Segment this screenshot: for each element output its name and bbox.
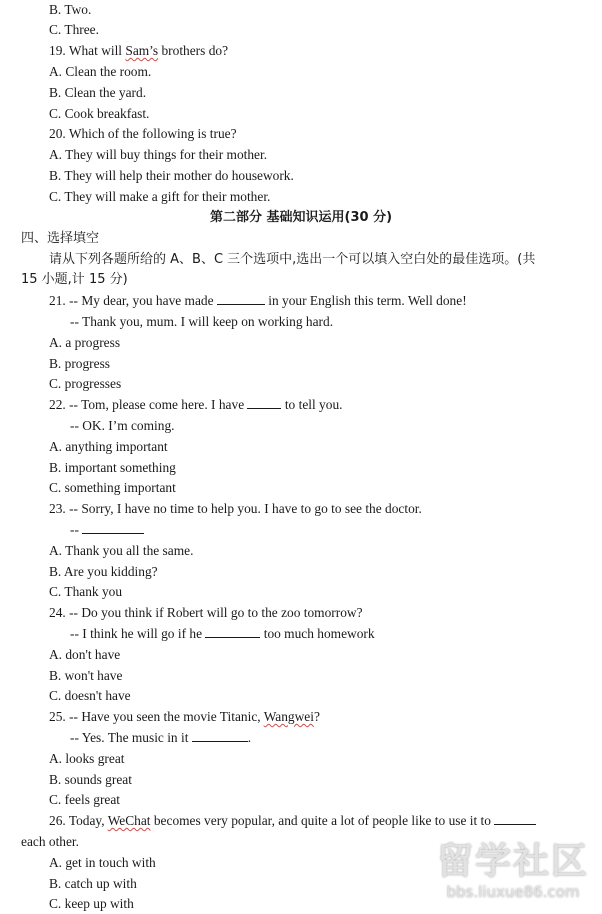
q23-option-b: B. Are you kidding?: [49, 564, 158, 579]
q25-line2-suffix: .: [247, 730, 252, 745]
q23-option-c: C. Thank you: [49, 584, 123, 599]
q18-option-c: C. Three.: [49, 22, 99, 37]
q22-option-b: B. important something: [49, 460, 176, 475]
q25-option-b: B. sounds great: [49, 772, 132, 787]
q21-line2: -- Thank you, mum. I will keep on working hard.: [70, 314, 334, 329]
q20-question: 20. Which of the following is true?: [49, 126, 237, 141]
q24-line2-suffix: too much homework: [260, 626, 375, 641]
spellcheck-flagged-word: Wangwei: [263, 709, 314, 724]
q25-option-c: C. feels great: [49, 792, 121, 807]
q18-option-b: B. Two.: [49, 2, 92, 17]
q25-line1-suffix: ?: [313, 709, 320, 724]
section-instructions-line1: 请从下列各题所给的 A、B、C 三个选项中,选出一个可以填入空白处的最佳选项。(共: [49, 252, 536, 267]
q21-line1-suffix: in your English this term. Well done!: [264, 293, 467, 308]
q24-option-c: C. doesn't have: [49, 688, 131, 703]
q25-option-a: A. looks great: [49, 751, 125, 766]
q19-question: [49, 41, 228, 61]
q19-option-a: A. Clean the room.: [49, 64, 152, 79]
q25-line2-prefix: -- Yes. The music in it: [70, 730, 192, 745]
q23-line1: 23. -- Sorry, I have no time to help you. I have to go to see the doctor.: [49, 501, 422, 516]
answer-blank: [494, 811, 536, 825]
answer-blank: [247, 395, 281, 409]
q21-option-c: C. progresses: [49, 376, 122, 391]
q24-line2: [70, 624, 375, 644]
q25-line1-prefix: 25. -- Have you seen the movie Titanic,: [49, 709, 264, 724]
q23-line2-prefix: --: [70, 522, 83, 537]
answer-blank: [217, 291, 265, 305]
answer-blank: [205, 624, 260, 638]
watermark-logo-text: 留学社区: [436, 841, 589, 882]
q22-line1-suffix: to tell you.: [281, 397, 343, 412]
q22-line2: -- OK. I’m coming.: [70, 418, 175, 433]
q24-option-b: B. won't have: [49, 668, 123, 683]
q25-line2: [70, 728, 251, 748]
q26-line1-suffix: becomes very popular, and quite a lot of people like to use it to: [150, 813, 495, 828]
q22-option-c: C. something important: [49, 480, 176, 495]
q26-option-a: A. get in touch with: [49, 855, 156, 870]
q26-line2: each other.: [21, 834, 79, 849]
answer-blank: [82, 520, 144, 534]
q19-option-c: C. Cook breakfast.: [49, 106, 150, 121]
q26-line1-prefix: 26. Today,: [49, 813, 108, 828]
q24-line1: 24. -- Do you think if Robert will go to the zoo tomorrow?: [49, 605, 363, 620]
q20-option-b: B. They will help their mother do housework.: [49, 168, 294, 183]
q23-line2: [70, 520, 144, 540]
section-instructions-line2: 15 小题,计 15 分): [21, 272, 128, 287]
q26-option-c: C. keep up with: [49, 896, 134, 911]
q26-line1: [49, 811, 536, 831]
watermark-logo: [428, 842, 598, 910]
q23-option-a: A. Thank you all the same.: [49, 543, 194, 558]
q25-line1: [49, 707, 320, 727]
section-title: 第二部分 基础知识运用(30 分): [209, 210, 393, 225]
q21-line1: [49, 291, 467, 311]
q22-line1: [49, 395, 342, 415]
q21-option-b: B. progress: [49, 356, 110, 371]
q26-option-b: B. catch up with: [49, 876, 137, 891]
spellcheck-flagged-word: WeChat: [107, 813, 151, 828]
q22-option-a: A. anything important: [49, 439, 168, 454]
q24-option-a: A. don't have: [49, 647, 121, 662]
q20-option-a: A. They will buy things for their mother.: [49, 147, 268, 162]
answer-blank: [192, 728, 248, 742]
q19-question-suffix: brothers do?: [158, 43, 229, 58]
q20-option-c: C. They will make a gift for their mother.: [49, 189, 271, 204]
spellcheck-flagged-word: Sam’s: [125, 43, 159, 58]
q19-option-b: B. Clean the yard.: [49, 85, 147, 100]
q21-line1-prefix: 21. -- My dear, you have made: [49, 293, 217, 308]
q19-question-prefix: 19. What will: [49, 43, 126, 58]
section-heading: 四、选择填空: [21, 231, 100, 246]
q22-line1-prefix: 22. -- Tom, please come here. I have: [49, 397, 248, 412]
watermark-url-text: bbs.liuxue86.com: [446, 883, 580, 901]
q24-line2-prefix: -- I think he will go if he: [70, 626, 206, 641]
q21-option-a: A. a progress: [49, 335, 121, 350]
